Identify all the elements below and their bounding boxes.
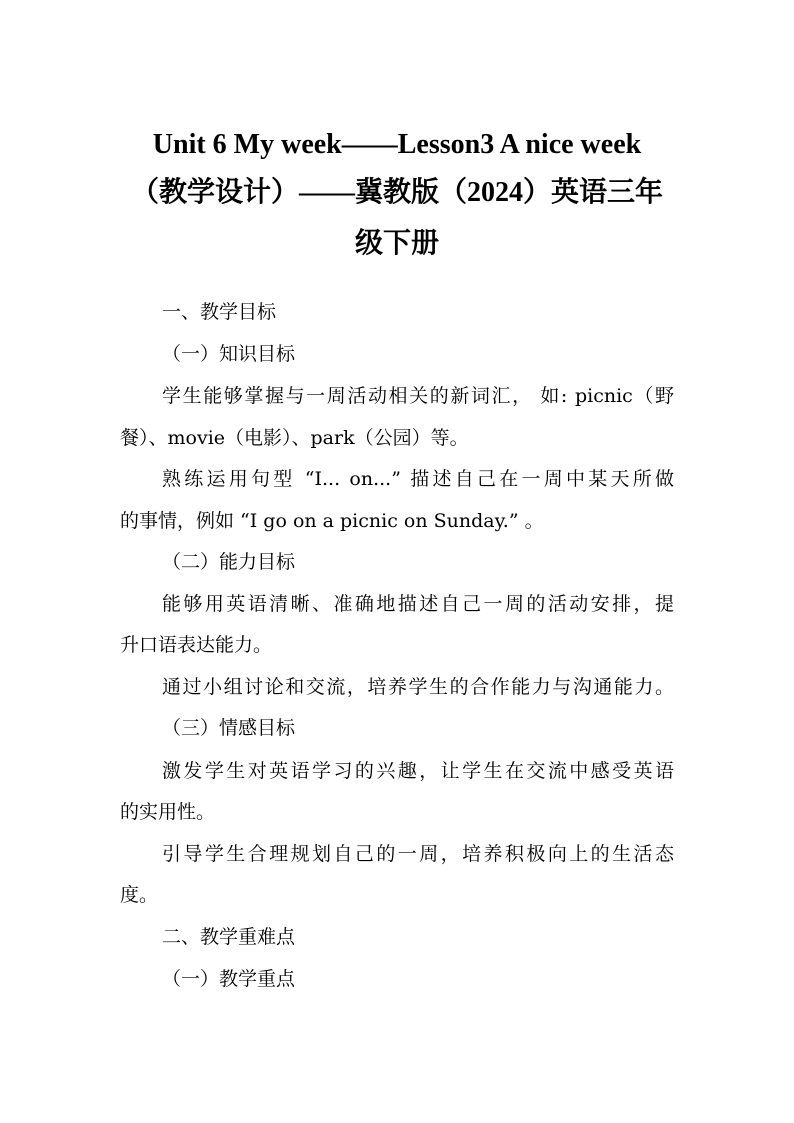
paragraph-line: 学生能够掌握与一周活动相关的新词汇， 如: picnic（野 xyxy=(162,385,674,407)
document-title-line-3: 级下册 xyxy=(354,228,439,259)
subsection-heading-teaching-key-points: （一）教学重点 xyxy=(162,968,296,990)
subsection-heading-ability-objectives: （二）能力目标 xyxy=(162,551,296,573)
section-heading-teaching-objectives: 一、教学目标 xyxy=(162,301,277,323)
paragraph-line: 的事情，例如 “I go on a picnic on Sunday.” 。 xyxy=(120,510,544,532)
paragraph-line: 激发学生对英语学习的兴趣，让学生在交流中感受英语 xyxy=(162,760,674,782)
document-title-line-1: Unit 6 My week——Lesson3 A nice week xyxy=(152,129,642,160)
paragraph-line: 引导学生合理规划自己的一周，培养积极向上的生活态 xyxy=(162,843,674,865)
document-title-line-2: （教学设计）——冀教版（2024）英语三年 xyxy=(130,177,663,208)
paragraph-line: 度。 xyxy=(120,884,159,906)
paragraph-line: 能够用英语清晰、准确地描述自己一周的活动安排，提 xyxy=(162,593,674,615)
paragraph-line: 通过小组讨论和交流，培养学生的合作能力与沟通能力。 xyxy=(162,676,674,698)
paragraph-line: 升口语表达能力。 xyxy=(120,634,273,656)
section-heading-key-difficult-points: 二、教学重难点 xyxy=(162,926,296,948)
subsection-heading-emotional-objectives: （三）情感目标 xyxy=(162,717,296,739)
paragraph-line: 熟练运用句型 “I... on...” 描述自己在一周中某天所做 xyxy=(162,468,674,490)
paragraph-line: 的实用性。 xyxy=(120,801,216,823)
paragraph-line: 餐）、movie（电影）、park（公园）等。 xyxy=(120,427,469,449)
subsection-heading-knowledge-objectives: （一）知识目标 xyxy=(162,343,296,365)
